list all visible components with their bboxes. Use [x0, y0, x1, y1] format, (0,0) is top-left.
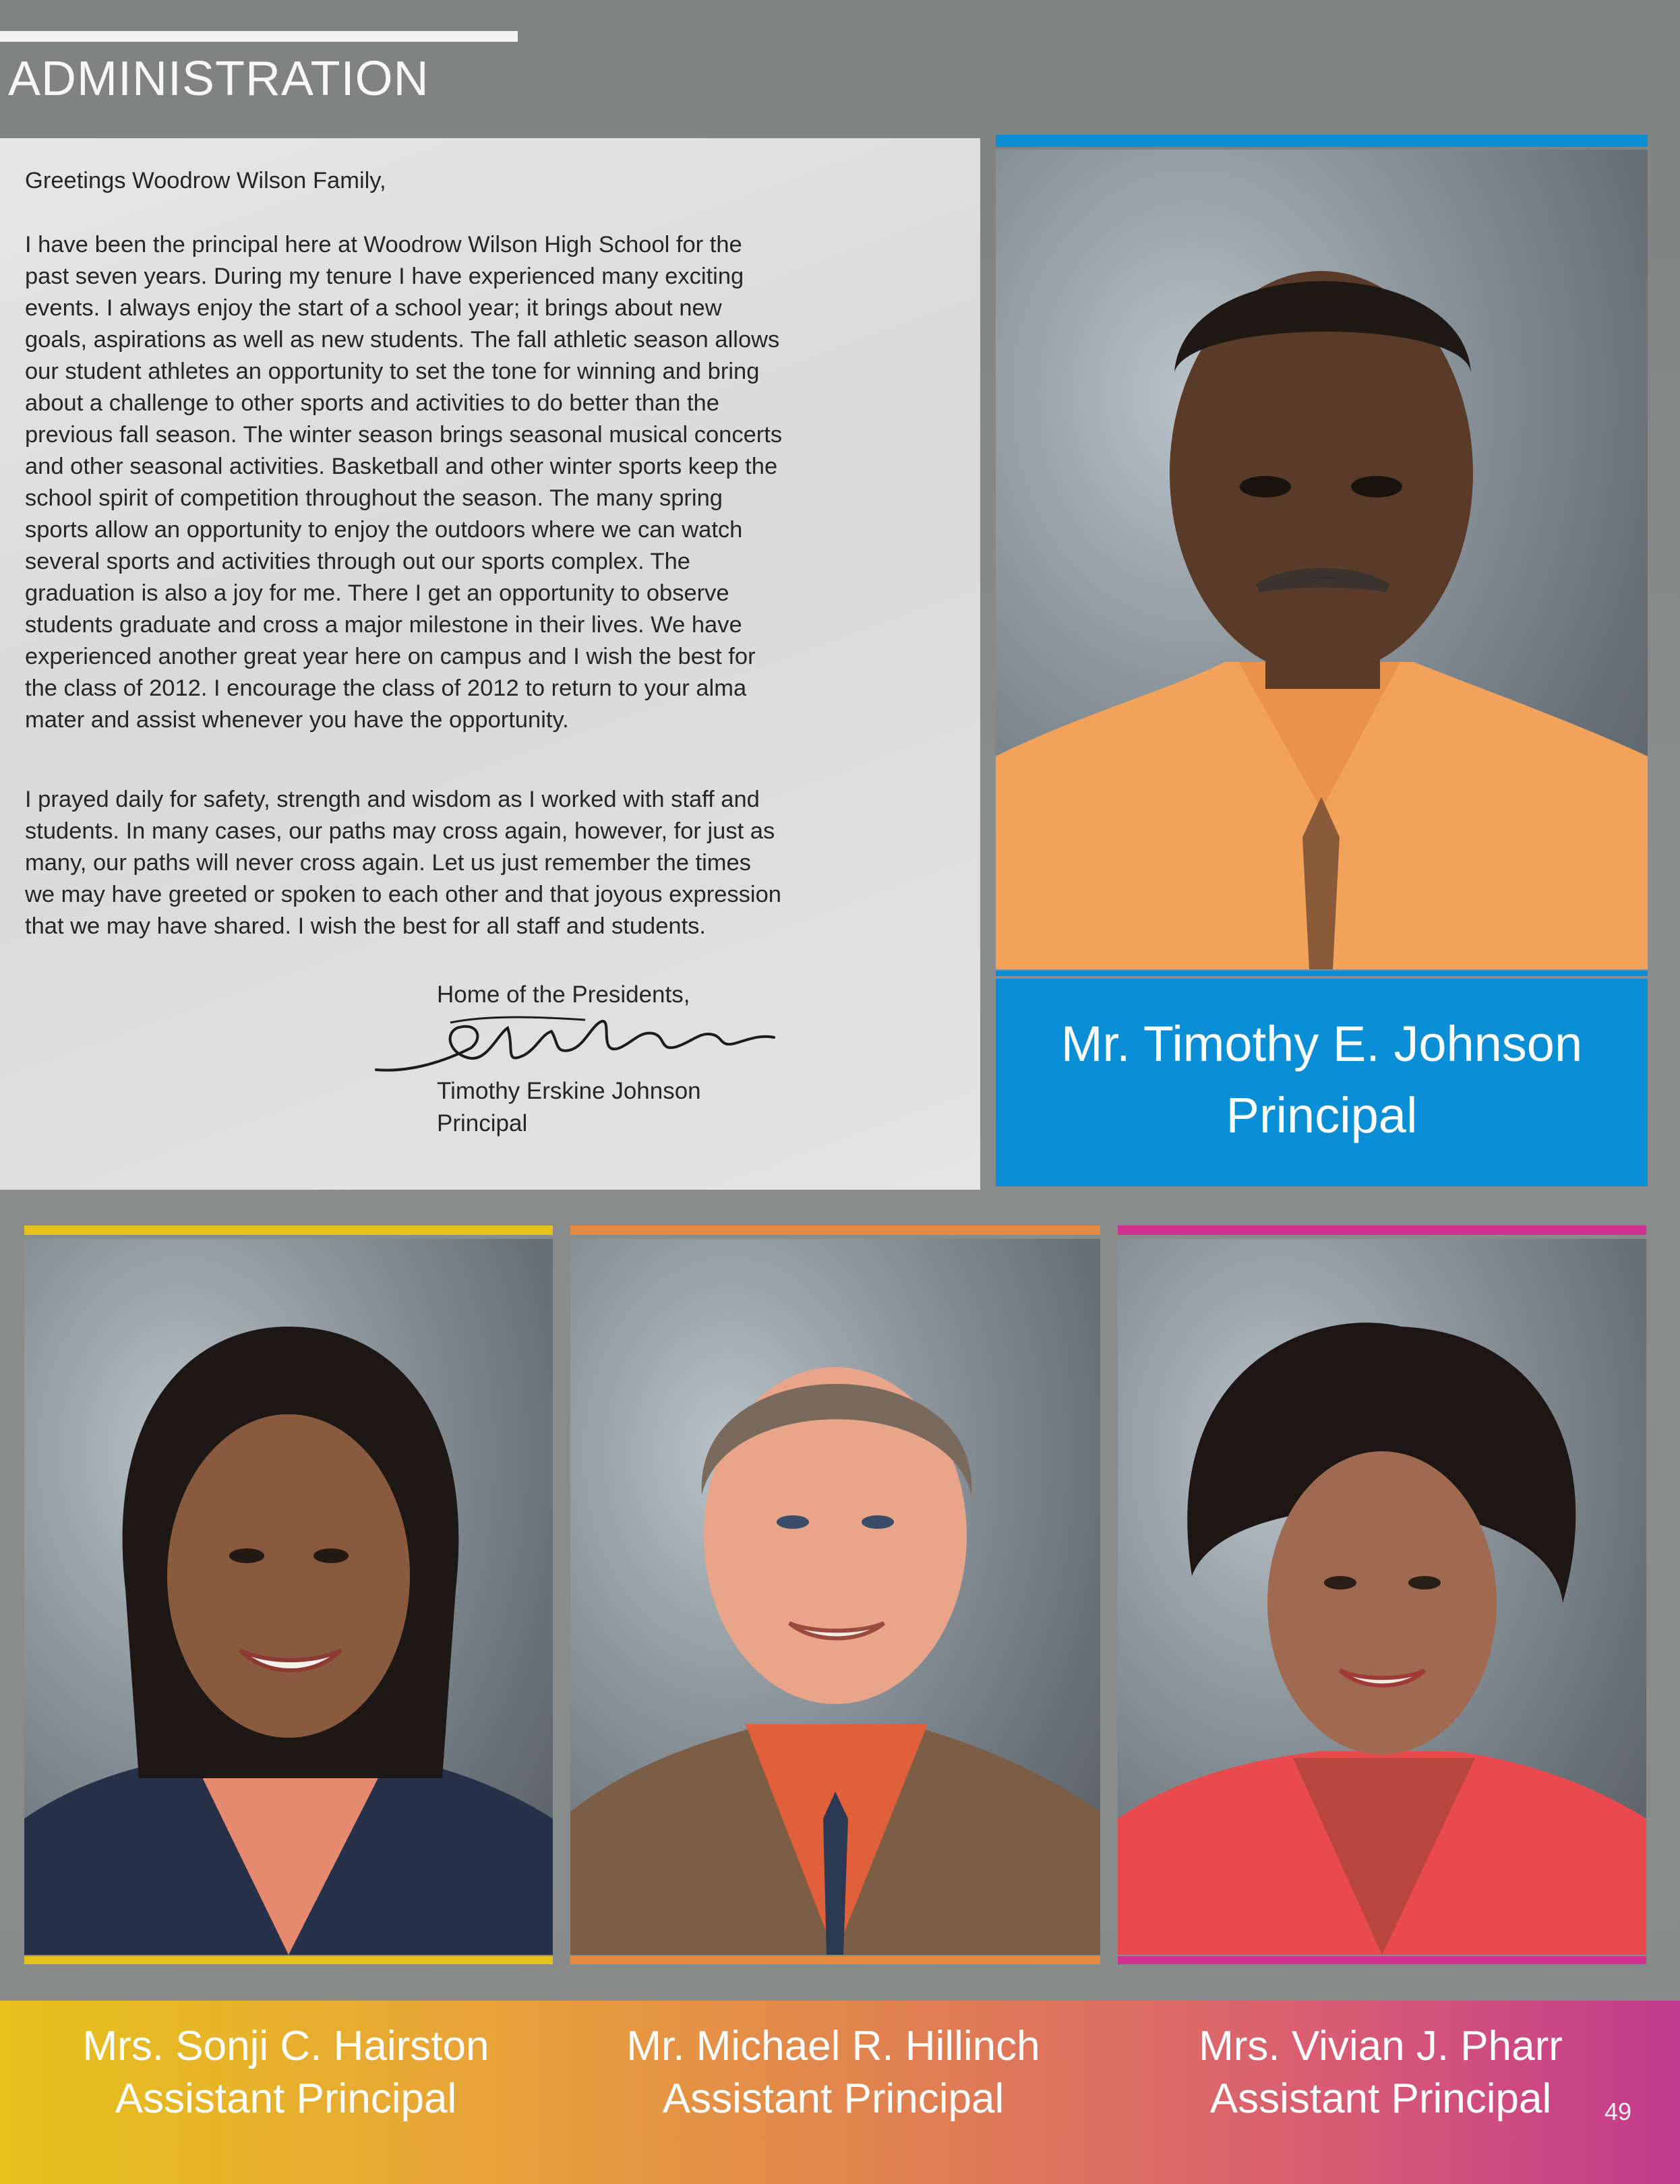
letter-line: we may have greeted or spoken to each other and that joyous expression	[25, 882, 781, 907]
assistant-3-portrait	[1118, 1239, 1646, 1955]
letter-line: and other seasonal activities. Basketball and other winter sports keep the	[25, 454, 778, 479]
assistant-2-name: Mr. Michael R. Hillinch	[626, 2023, 1040, 2069]
letter-line: experienced another great year here on campus and I wish the best for	[25, 644, 756, 669]
letter-closing: Home of the Presidents,	[437, 981, 690, 1008]
letter-line: sports allow an opportunity to enjoy the outdoors where we can watch	[25, 517, 743, 543]
assistant-1-name: Mrs. Sonji C. Hairston	[82, 2023, 489, 2069]
assistant-1-portrait	[24, 1239, 553, 1955]
header-rule	[0, 31, 518, 42]
letter-line: graduation is also a joy for me. There I get an opportunity to observe	[25, 580, 729, 606]
page-number: 49	[1604, 2098, 1632, 2125]
assistant-3-accent-bar	[1118, 1225, 1646, 1235]
principal-accent-bar	[996, 135, 1648, 147]
assistant-2-portrait	[570, 1239, 1100, 1955]
letter-line: mater and assist whenever you have the opportunity.	[25, 707, 569, 733]
assistant-2-accent-bar	[570, 1225, 1100, 1235]
letter-line: school spirit of competition throughout the season. The many spring	[25, 485, 723, 511]
assistant-3-title: Assistant Principal	[1209, 2075, 1552, 2122]
section-title: ADMINISTRATION	[8, 52, 429, 106]
principal-name: Mr. Timothy E. Johnson	[1060, 1016, 1583, 1072]
assistant-3-name: Mrs. Vivian J. Pharr	[1199, 2023, 1563, 2069]
letter-paragraph-1	[25, 229, 955, 736]
letter-paragraph-2	[25, 784, 955, 942]
letter-line: students. In many cases, our paths may cross again, however, for just as	[25, 818, 775, 844]
letter-line: I have been the principal here at Woodrow Wilson High School for the	[25, 232, 742, 257]
letter-line: several sports and activities through out our sports complex. The	[25, 549, 690, 574]
assistant-2-title: Assistant Principal	[662, 2075, 1004, 2122]
assistant-1-underline	[24, 1956, 553, 1964]
letter-line: our student athletes an opportunity to set the tone for winning and bring	[25, 359, 760, 384]
assistant-1-title: Assistant Principal	[115, 2075, 457, 2122]
letter-line: that we may have shared. I wish the best for all staff and students.	[25, 913, 707, 939]
principal-portrait	[996, 150, 1648, 969]
letter-line: many, our paths will never cross again. Let us just remember the times	[25, 850, 751, 876]
principal-caption-rule	[996, 971, 1648, 976]
assistant-3-underline	[1118, 1956, 1646, 1964]
assistant-2-underline	[570, 1956, 1100, 1964]
letter-line: students graduate and cross a major milestone in their lives. We have	[25, 612, 742, 638]
letter-line: about a challenge to other sports and activities to do better than the	[25, 390, 719, 416]
signature-name: Timothy Erskine Johnson	[437, 1078, 701, 1104]
letter-greeting: Greetings Woodrow Wilson Family,	[25, 168, 386, 193]
letter-line: events. I always enjoy the start of a school year; it brings about new	[25, 295, 722, 321]
letter-line: previous fall season. The winter season brings seasonal musical concerts	[25, 422, 783, 448]
assistant-1-accent-bar	[24, 1225, 553, 1235]
letter-line: past seven years. During my tenure I have experienced many exciting	[25, 264, 744, 289]
letter-line: the class of 2012. I encourage the class of 2012 to return to your alma	[25, 675, 747, 701]
letter-line: I prayed daily for safety, strength and wisdom as I worked with staff and	[25, 787, 760, 812]
principal-caption-panel	[996, 979, 1648, 1186]
principal-title: Principal	[1226, 1087, 1418, 1143]
signature-title: Principal	[437, 1110, 528, 1136]
letter-line: goals, aspirations as well as new students. The fall athletic season allows	[25, 327, 780, 353]
